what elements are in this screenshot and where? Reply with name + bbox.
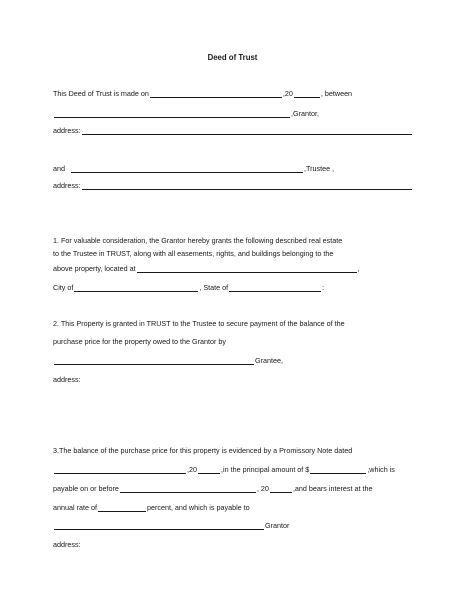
percent-text: percent, and which is payable to <box>146 503 250 512</box>
section2-text-1: 2. This Property is granted in TRUST to the Trustee to secure payment of the balance of the <box>53 319 345 328</box>
grantee-line <box>53 356 413 365</box>
payee-name-blank[interactable] <box>54 521 264 530</box>
section1-text-2: to the Trustee in TRUST, along with all easements, rights, and buildings belonging to the <box>53 249 334 258</box>
intro-between-text: , between <box>320 89 353 98</box>
city-label: City of <box>53 283 74 292</box>
grantor-line <box>53 109 413 118</box>
state-label: , State of <box>199 283 229 292</box>
payee-grantor-label: Grantor <box>265 521 290 530</box>
section1-text-1: 1. For valuable consideration, the Grantor hereby grants the following described real estate <box>53 236 343 245</box>
section1-location-text: above property, located at <box>53 264 136 273</box>
interest-text: ,and bears interest at the <box>292 484 373 493</box>
section2-line1 <box>53 319 413 328</box>
section2-line2 <box>53 337 413 346</box>
intro-year-text: ,20 <box>282 89 293 98</box>
intro-text: This Deed of Trust is made on <box>53 89 149 98</box>
payee-address-label: address: <box>53 540 81 549</box>
section1-line1 <box>53 236 413 245</box>
section2-text-2: purchase price for the property owed to the Grantor by <box>53 337 226 346</box>
grantor-address-line <box>53 126 413 135</box>
payee-grantor-line <box>53 521 413 530</box>
payable-year-blank[interactable] <box>270 484 292 493</box>
grantor-address-label: address: <box>53 126 81 135</box>
property-location-blank[interactable] <box>137 264 357 273</box>
payable-before-text: payable on or before <box>53 484 119 493</box>
grantor-name-blank[interactable] <box>54 109 290 118</box>
trustee-label: ,Trustee , <box>304 164 335 173</box>
state-blank[interactable] <box>229 283 321 292</box>
payable-year-text: , 20 <box>256 484 269 493</box>
section1-location-suffix: , <box>357 264 360 273</box>
annual-rate-text: annual rate of <box>53 503 97 512</box>
trustee-name-blank[interactable] <box>71 164 303 173</box>
grantee-name-blank[interactable] <box>54 356 254 365</box>
section3-line3 <box>53 484 413 493</box>
note-year-blank[interactable] <box>198 465 220 474</box>
section3-text-1: 3.The balance of the purchase price for this property is evidenced by a Promissory Note dated <box>53 446 353 455</box>
principal-text: ,in the principal amount of $ <box>221 465 310 474</box>
section1-line3 <box>53 264 413 273</box>
grantor-label: ,Grantor, <box>291 109 319 118</box>
trustee-and-text: and <box>53 164 65 173</box>
payable-date-blank[interactable] <box>120 484 256 493</box>
which-is-text: ,which is <box>367 465 395 474</box>
section3-line4 <box>53 503 413 512</box>
section3-line1 <box>53 446 413 455</box>
principal-amount-blank[interactable] <box>310 465 366 474</box>
payee-address-line <box>53 540 413 549</box>
year-blank[interactable] <box>294 89 320 98</box>
trustee-line <box>53 164 413 173</box>
note-date-blank[interactable] <box>54 465 186 474</box>
grantor-address-blank[interactable] <box>82 126 412 135</box>
grantee-label: Grantee, <box>255 356 283 365</box>
interest-rate-blank[interactable] <box>98 503 146 512</box>
trustee-address-blank[interactable] <box>82 181 412 190</box>
section3-line2 <box>53 465 413 474</box>
date-blank[interactable] <box>150 89 282 98</box>
intro-line <box>53 89 413 98</box>
note-year-text: ,20 <box>187 465 197 474</box>
trustee-address-label: address: <box>53 181 81 190</box>
trustee-address-line <box>53 181 413 190</box>
state-suffix: : <box>322 283 325 292</box>
city-blank[interactable] <box>74 283 198 292</box>
grantee-address-line <box>53 375 413 384</box>
section1-line2 <box>53 249 413 258</box>
document-title: Deed of Trust <box>207 53 258 62</box>
city-state-line <box>53 283 413 292</box>
grantee-address-label: address: <box>53 375 81 384</box>
